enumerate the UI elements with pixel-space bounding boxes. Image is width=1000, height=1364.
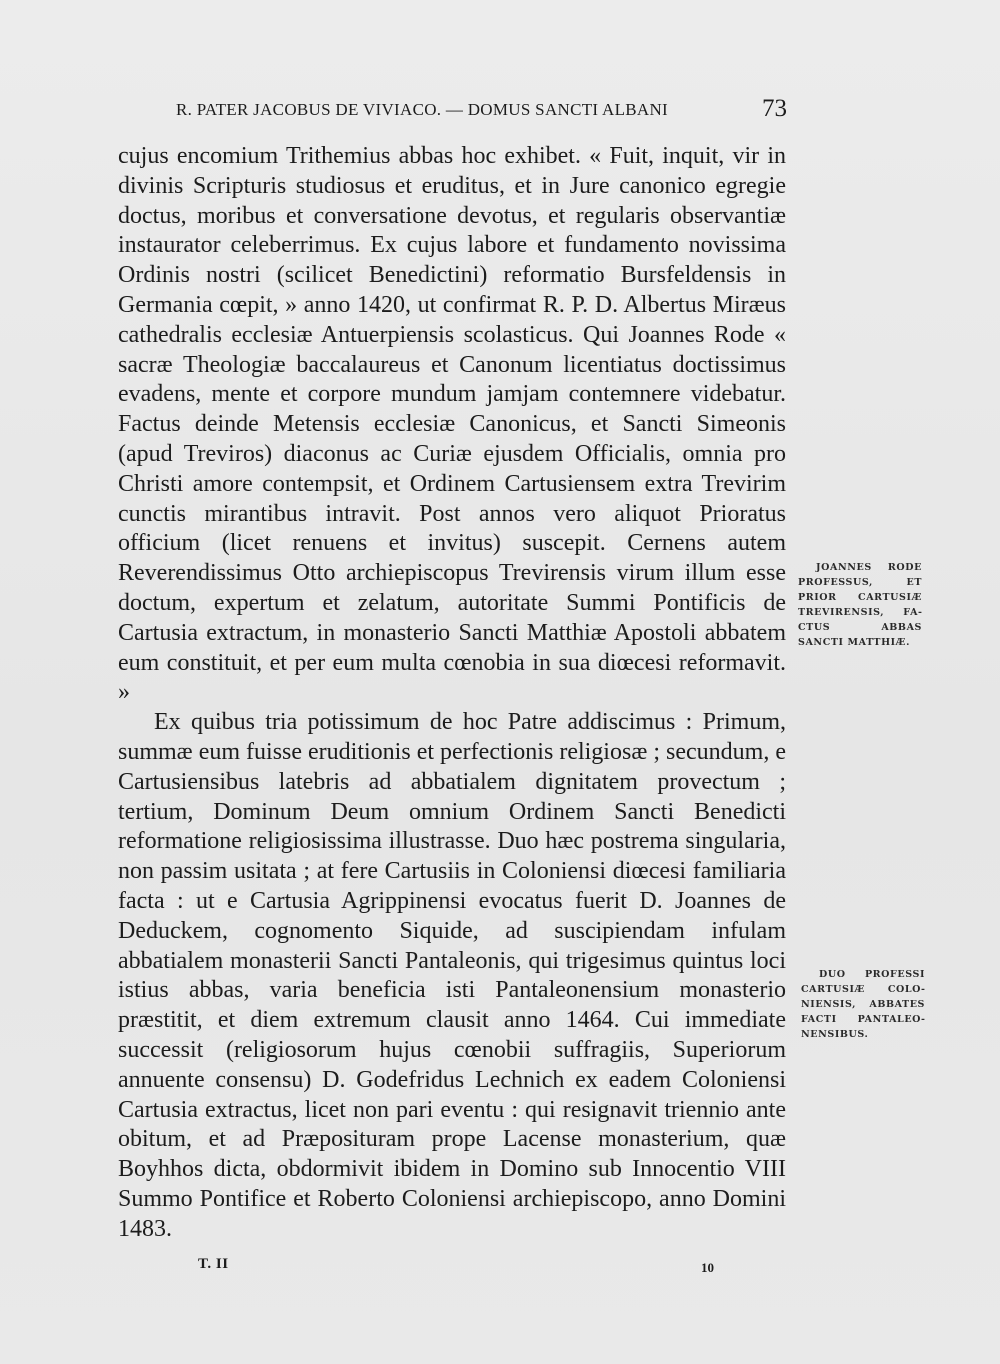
- signature-mark: T. II: [198, 1256, 229, 1272]
- folio-number: 10: [701, 1260, 714, 1275]
- running-title: R. PATER JACOBUS DE VIVIACO. — DOMUS SANCTI ALBANI: [176, 100, 669, 119]
- margin-note-joannes-rode: JOANNES RODE PROFESSUS, ET PRIOR CARTUSIÆ TREVIRENSIS, FACTUS ABBAS SANCTI MATTHIÆ.: [798, 562, 922, 648]
- margin-note-duo-professi: DUO PROFESSI CARTUSIÆ COLONIENSIS, ABBATES FACTI PANTALEONENSIBUS.: [801, 969, 925, 1040]
- paragraph-1: cujus encomium Trithemius abbas hoc exhibet. « Fuit, inquit, vir in divinis Scripturis studiosus et eruditus, et in Jure canonico egregie doctus, moribus et conversatione devotus, et regularis observantiæ instaurator celeberrimus. Ex cujus labore et fundamento novissima Ordinis nostri (scilicet Benedictini) reformatio Bursfeldensis in Germania cœpit, » anno 1420, ut confirmat R. P. D. Albertus Miræus cathedralis ecclesiæ Antuerpiensis scolasticus. Qui Joannes Rode « sacræ Theologiæ baccalaureus et Canonum licentiatus doctissimus evadens, mente et corpore mundum jamjam contemnere videbatur. Factus deinde Metensis ecclesiæ Canonicus, et Sancti Simeonis (apud Treviros) diaconus ac Curiæ ejusdem Officialis, omnia pro Christi amore contempsit, et Ordinem Cartusiensem extra Trevirim cunctis mirantibus intravit. Post annos vero aliquot Prioratus officium (licet renuens et invitus) suscepit. Cernens autem Reverendissimus Otto archiepiscopus Trevirensis virum illum esse doctum, expertum et zelatum, autoritate Summi Pontificis de Cartusia extractum, in monasterio Sancti Matthiæ Apostoli abbatem eum constituit, et per eum multa cœnobia in sua diœcesi reformavit. »: [118, 143, 786, 706]
- paragraph-2: Ex quibus tria potissimum de hoc Patre addiscimus : Primum, summæ eum fuisse eruditionis et perfectionis religiosæ ; secundum, e Cartusiensibus latebris ad abbatialem dignitatem provectum ; tertium, Dominum Deum omnium Ordinem Sancti Benedicti reformatione religiosissima illustrasse. Duo hæc postrema singularia, non passim usitata ; at fere Cartusiis in Coloniensi diœcesi familiaria facta : ut e Cartusia Agrippinensi evocatus fuerit D. Joannes de Deduckem, cognomento Siquide, ad suscipiendam infulam abbatialem monasterii Sancti Pantaleonis, qui trigesimus quintus loci istius abbas, varia beneficia isti Pantaleonensium monasterio præstitit, et diem extremum clausit anno 1464. Cui immediate successit (religiosorum hujus cœnobii suffragiis, Superiorum annuente consensu) D. Godefridus Lechnich ex eadem Coloniensi Cartusia extractus, licet non pari eventu : qui resignavit triennio ante obitum, et ad Præposituram prope Lacense monasterium, quæ Boyhhos dicta, obdormivit ibidem in Domino sub Innocentio VIII Summo Pontifice et Roberto Coloniensi archiepiscopo, anno Domini 1483.: [118, 709, 786, 1242]
- main-text: [118, 142, 786, 1244]
- page-number: 73: [762, 95, 787, 122]
